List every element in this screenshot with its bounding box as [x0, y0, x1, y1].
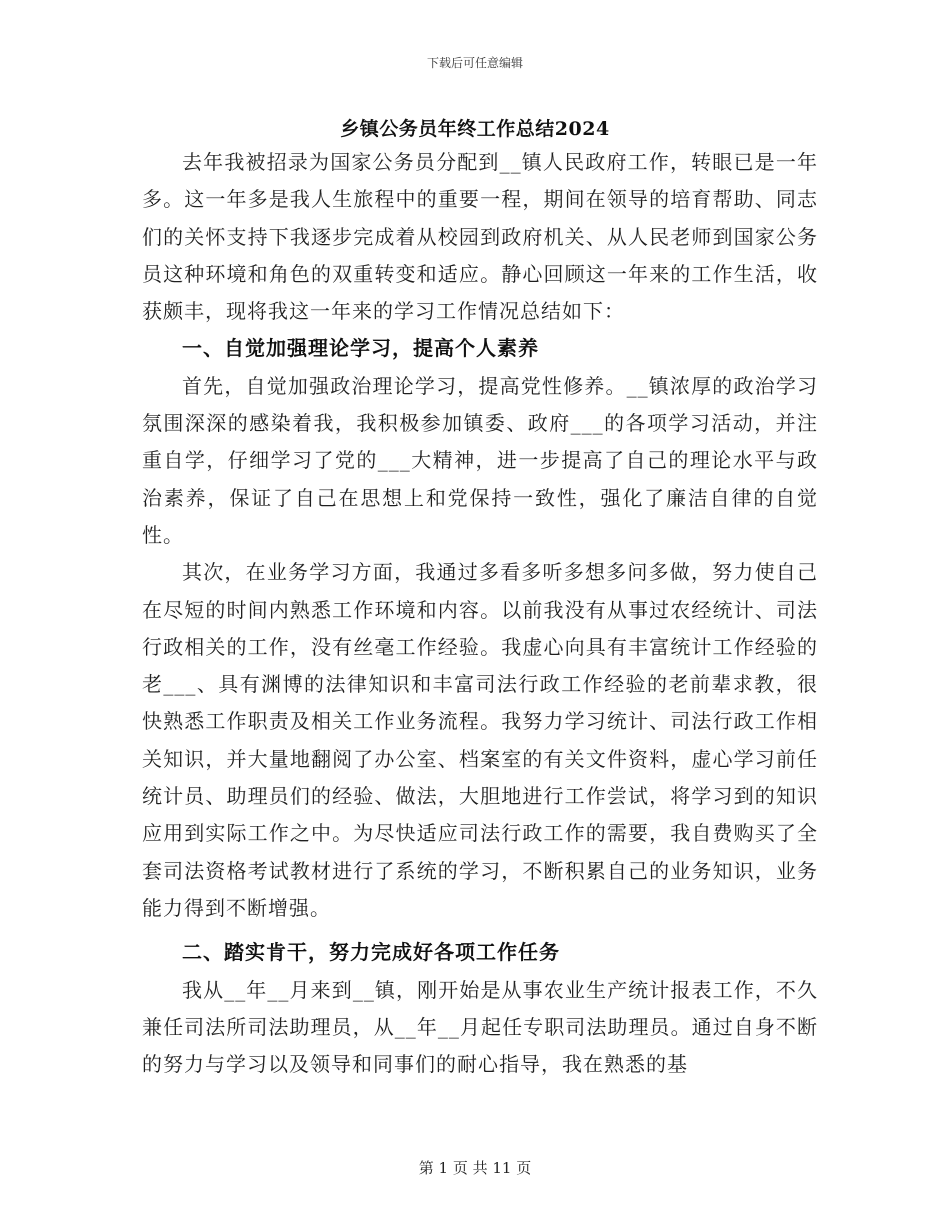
- paragraph-political-study: 首先，自觉加强政治理论学习，提高党性修养。__镇浓厚的政治学习氛围深深的感染着我，我积极参加镇委、政府___的各项学习活动，并注重自学，仔细学习了党的___大精神，进一步提高了自己的理论水平与政治素养，保证了自己在思想上和党保持一致性，强化了廉洁自律的自觉性。: [142, 373, 818, 547]
- document-title: 乡镇公务员年终工作总结2024: [340, 118, 610, 140]
- paragraph-intro: 去年我被招录为国家公务员分配到__镇人民政府工作，转眼已是一年多。这一年多是我人生旅程中的重要一程，期间在领导的培育帮助、同志们的关怀支持下我逐步完成着从校园到政府机关、从人民老师到国家公务员这种环境和角色的双重转变和适应。静心回顾这一年来的工作生活，收获颇丰，现将我这一年来的学习工作情况总结如下：: [142, 150, 818, 324]
- document-body: [142, 144, 818, 1083]
- page-number: 第 1 页 共 11 页: [418, 1159, 532, 1177]
- header-note: 下载后可任意编辑: [426, 56, 523, 70]
- section-heading-2: 二、踏实肯干，努力完成好各项工作任务: [182, 940, 560, 965]
- paragraph-business-study: 其次，在业务学习方面，我通过多看多听多想多问多做，努力使自己在尽短的时间内熟悉工作环境和内容。以前我没有从事过农经统计、司法行政相关的工作，没有丝毫工作经验。我虚心向具有丰富统计工作经验的老___、具有渊博的法律知识和丰富司法行政工作经验的老前辈求教，很快熟悉工作职责及相关工作业务流程。我努力学习统计、司法行政工作相关知识，并大量地翻阅了办公室、档案室的有关文件资料，虚心学习前任统计员、助理员们的经验、做法，大胆地进行工作尝试，将学习到的知识应用到实际工作之中。为尽快适应司法行政工作的需要，我自费购买了全套司法资格考试教材进行了系统的学习，不断积累自己的业务知识，业务能力得到不断增强。: [142, 560, 818, 920]
- paragraph-work-history: 我从__年__月来到__镇，刚开始是从事农业生产统计报表工作，不久兼任司法所司法助理员，从__年__月起任专职司法助理员。通过自身不断的努力与学习以及领导和同事们的耐心指导，我在熟悉的基: [142, 977, 818, 1077]
- section-heading-1: 一、自觉加强理论学习，提高个人素养: [182, 336, 539, 361]
